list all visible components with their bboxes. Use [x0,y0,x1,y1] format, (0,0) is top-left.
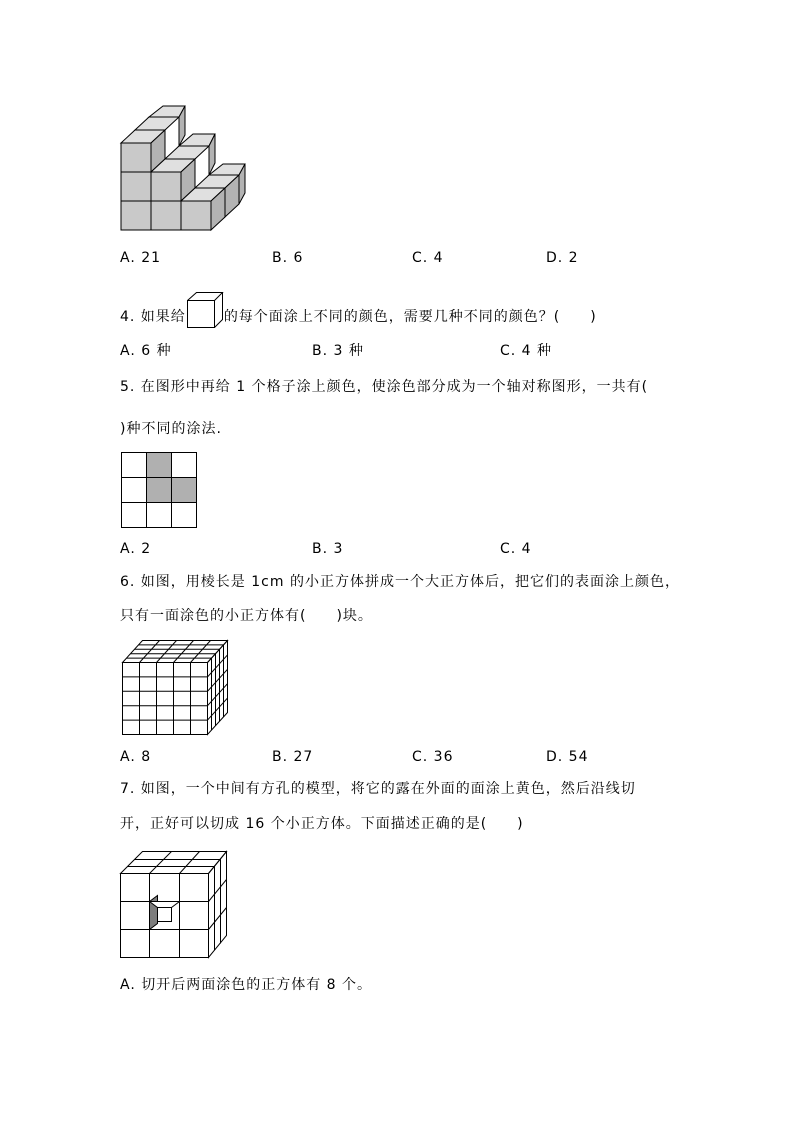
q6-line2: 只有一面涂色的小正方体有( )块。 [120,608,373,624]
q3-option-b: B. 6 [272,250,304,266]
q6-option-b: B. 27 [272,749,314,765]
q3-option-a: A. 21 [120,250,162,266]
q4-suffix: 的每个面涂上不同的颜色，需要几种不同的颜色？( ) [223,309,597,325]
q6-option-a: A. 8 [120,749,152,765]
q4-question [120,305,597,329]
hollow-cube-figure [119,849,231,961]
q5-line2: )种不同的涂法. [120,421,222,437]
q5-option-b: B. 3 [312,541,344,557]
q7-line1: 7. 如图，一个中间有方孔的模型，将它的露在外面的面涂上黄色，然后沿线切 [120,781,636,797]
q6-option-c: C. 36 [412,749,454,765]
cube-icon [186,291,224,329]
q6-line1: 6. 如图，用棱长是 1cm 的小正方体拼成一个大正方体后，把它们的表面涂上颜色， [120,574,680,590]
q3-option-c: C. 4 [412,250,444,266]
q5-line1: 5. 在图形中再给 1 个格子涂上颜色，使涂色部分成为一个轴对称图形，一共有( [120,379,649,395]
q6-option-d: D. 54 [546,749,589,765]
q4-prefix: 4. 如果给 [120,309,186,325]
q4-option-a: A. 6 种 [120,343,172,359]
q5-option-c: C. 4 [500,541,532,557]
stair-cubes-figure [115,103,250,235]
grid-figure [120,451,200,529]
q3-option-d: D. 2 [546,250,579,266]
q4-option-b: B. 3 种 [312,343,364,359]
q7-option-a: A. 切开后两面涂色的正方体有 8 个。 [120,977,373,993]
q4-option-c: C. 4 种 [500,343,553,359]
big-cube-figure [120,638,230,738]
q7-line2: 开，正好可以切成 16 个小正方体。下面描述正确的是( ) [120,816,524,832]
q5-option-a: A. 2 [120,541,152,557]
